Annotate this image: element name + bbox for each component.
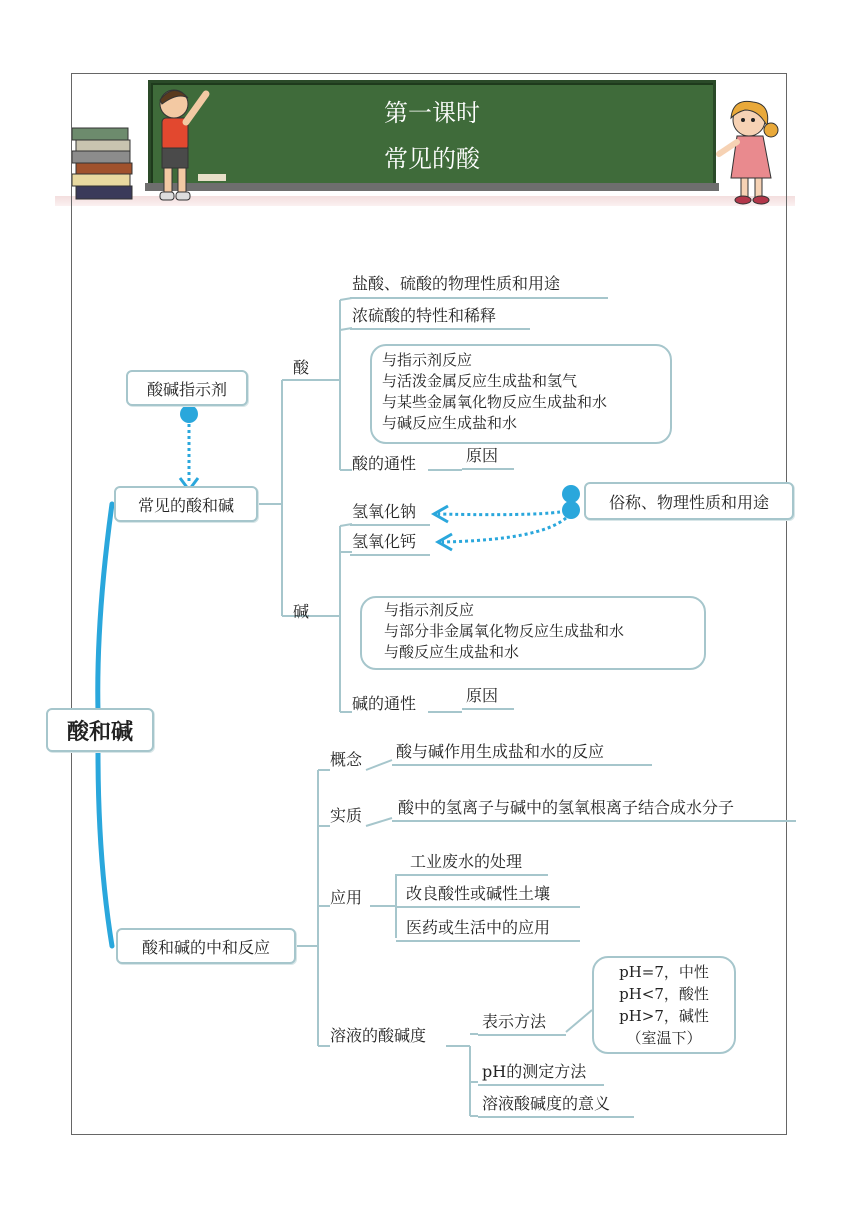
acid-general: 酸的通性 [352, 454, 417, 473]
base-general: 碱的通性 [352, 694, 417, 713]
ph-measure: pH的测定方法 [482, 1062, 587, 1081]
acid-properties-box [370, 344, 672, 444]
indicator-node: 酸碱指示剂 [126, 370, 248, 406]
ph-rule-acidic: pH<7，酸性 [619, 985, 709, 1003]
ph-meaning-underline [478, 1116, 634, 1118]
apply-item-1: 工业废水的处理 [410, 852, 523, 871]
apply-item-2-underline [396, 906, 580, 908]
caoh-underline [350, 554, 430, 556]
ph-rules-box [592, 956, 736, 1054]
essence-label: 实质 [330, 806, 363, 825]
ph-rule-neutral: pH=7，中性 [619, 963, 709, 981]
apply-item-1-underline [396, 874, 548, 876]
caoh-item: 氢氧化钙 [352, 532, 417, 551]
acid-reason-underline [462, 468, 514, 470]
acid-prop-2: 与活泼金属反应生成盐和氢气 [382, 372, 578, 390]
concept-text: 酸与碱作用生成盐和水的反应 [396, 742, 605, 761]
base-properties-box [360, 596, 706, 670]
ph-measure-underline [478, 1084, 604, 1086]
essence-underline [392, 820, 796, 822]
base-prop-3: 与酸反应生成盐和水 [384, 643, 520, 661]
acid-item-2-underline [350, 328, 530, 330]
neutralization-node: 酸和碱的中和反应 [116, 928, 296, 964]
acid-prop-1: 与指示剂反应 [382, 351, 473, 369]
apply-item-3-underline [396, 940, 580, 942]
base-reason: 原因 [466, 686, 499, 705]
base-reason-underline [462, 708, 514, 710]
ph-label: 溶液的酸碱度 [330, 1026, 427, 1045]
common-node: 常见的酸和碱 [114, 486, 258, 522]
acid-reason: 原因 [466, 446, 499, 465]
apply-label: 应用 [330, 888, 363, 907]
acid-prop-3: 与某些金属氧化物反应生成盐和水 [382, 393, 608, 411]
ph-meaning: 溶液酸碱度的意义 [482, 1094, 611, 1113]
apply-item-2: 改良酸性或碱性土壤 [406, 884, 551, 903]
apply-item-3: 医药或生活中的应用 [406, 918, 551, 937]
express-label: 表示方法 [482, 1012, 547, 1031]
acid-item-1: 盐酸、硫酸的物理性质和用途 [352, 274, 561, 293]
base-prop-2: 与部分非金属氧化物反应生成盐和水 [384, 622, 625, 640]
naoh-underline [350, 524, 430, 526]
essence-text: 酸中的氢离子与碱中的氢氧根离子结合成水分子 [398, 798, 735, 817]
express-underline [478, 1034, 566, 1036]
ph-rule-basic: pH>7，碱性 [619, 1007, 709, 1025]
concept-label: 概念 [330, 750, 363, 769]
base-label: 碱 [293, 602, 310, 621]
lesson-subtitle: 常见的酸 [384, 145, 480, 173]
acid-label: 酸 [293, 358, 310, 377]
base-prop-1: 与指示剂反应 [384, 601, 475, 619]
concept-underline [392, 764, 652, 766]
acid-item-2: 浓硫酸的特性和稀释 [352, 306, 497, 325]
lesson-title: 第一课时 [384, 99, 480, 127]
acid-item-1-underline [350, 297, 608, 299]
naoh-item: 氢氧化钠 [352, 502, 417, 521]
root-node: 酸和碱 [46, 708, 154, 752]
base-note-node: 俗称、物理性质和用途 [584, 482, 794, 520]
acid-prop-4: 与碱反应生成盐和水 [382, 414, 518, 432]
ph-rule-room-temp: （室温下） [626, 1029, 702, 1047]
